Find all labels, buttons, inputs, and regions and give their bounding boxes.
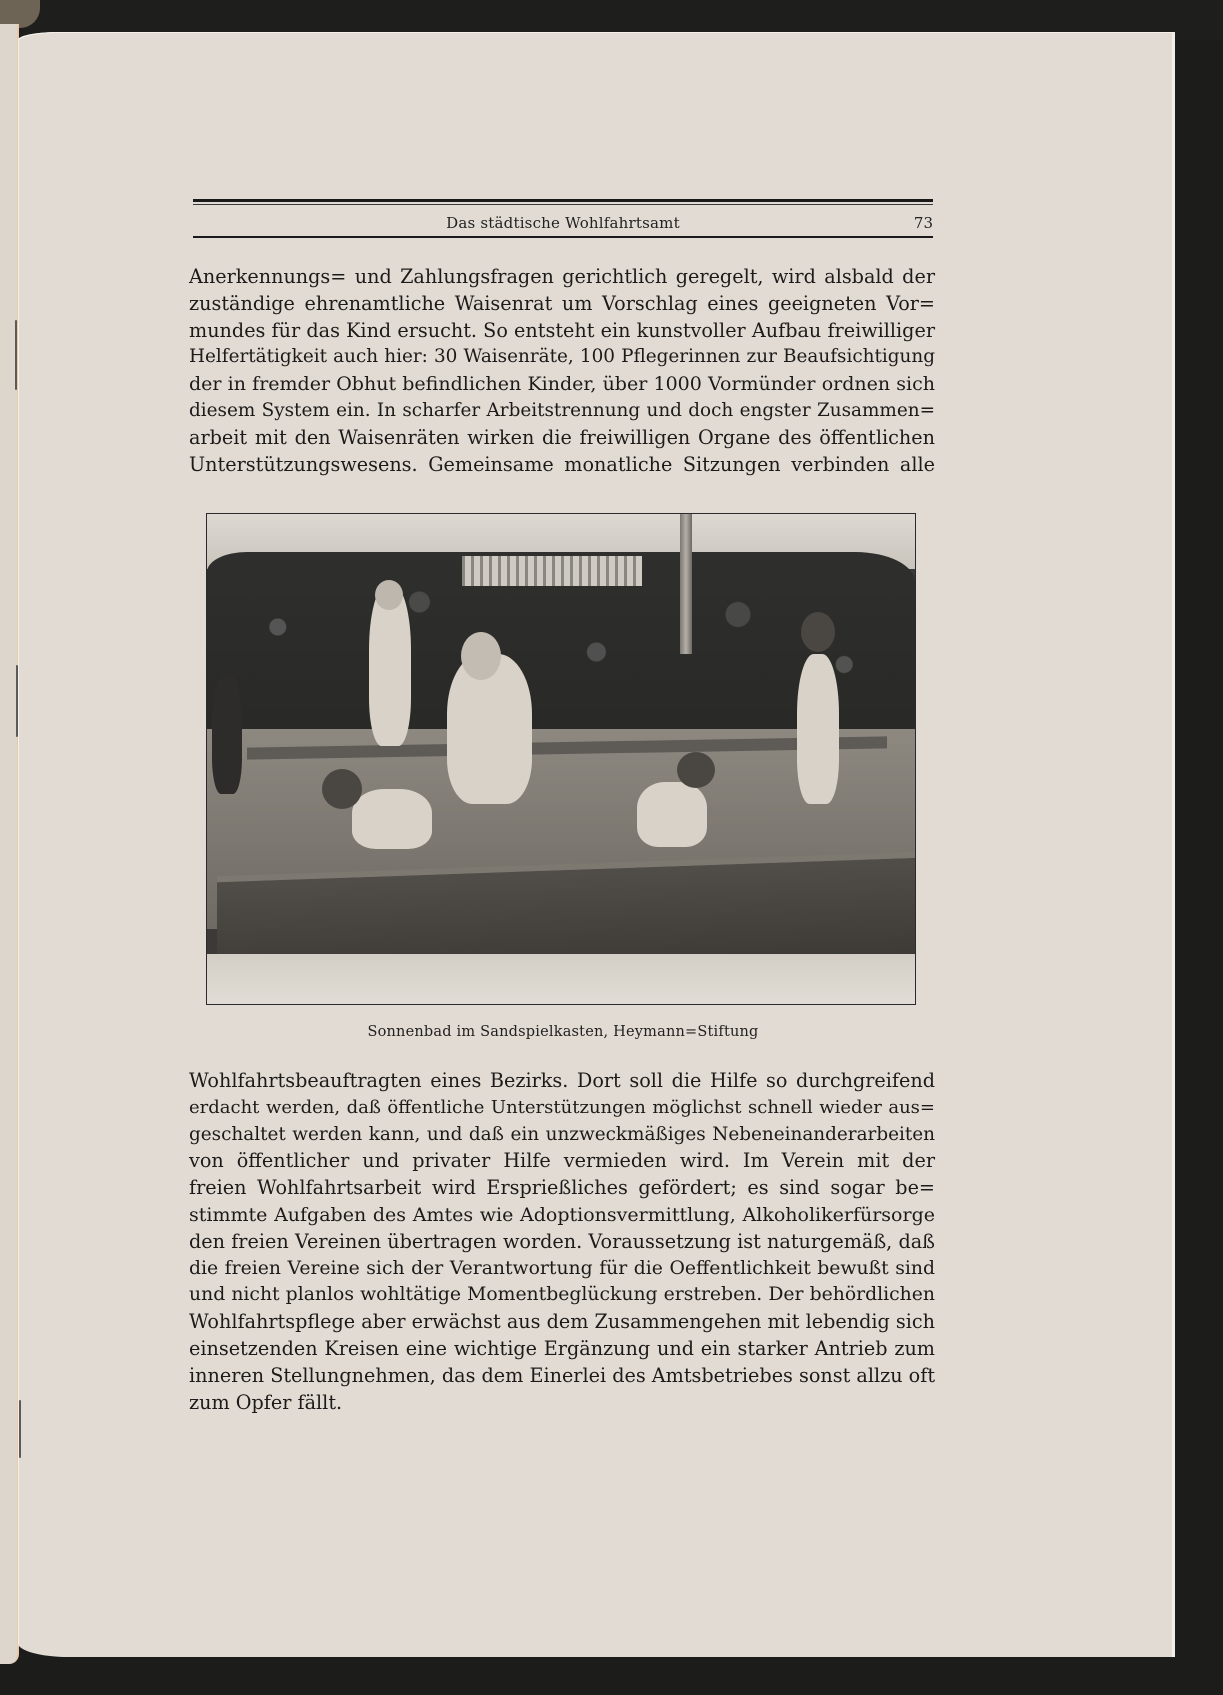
running-head	[193, 212, 933, 234]
text-line: inneren Stellungnehmen, das dem Einerlei des Amtsbetriebes sonst allzu oft	[189, 1363, 936, 1387]
text-line: geschaltet werden kann, und daß ein unzweckmäßiges Nebeneinanderarbeiten	[189, 1123, 935, 1145]
photograph-sandbox-children	[206, 513, 916, 1005]
text-line: den freien Vereinen übertragen worden. Voraussetzung ist naturgemäß, daß	[189, 1229, 935, 1253]
header-underline	[193, 236, 933, 238]
text-line: Helfertätigkeit auch hier: 30 Waisenräte, 100 Pflegerinnen zur Beaufsichtigung	[189, 346, 935, 368]
text-line: mundes für das Kind ersucht. So entsteht ein kunstvoller Aufbau freiwilliger	[189, 318, 935, 342]
text-line: stimmte Aufgaben des Amtes wie Adoptionsvermittlung, Alkoholikerfürsorge	[189, 1203, 935, 1226]
photo-child	[797, 654, 839, 804]
binding-mark	[16, 665, 18, 737]
photo-child	[447, 654, 532, 804]
page-edge	[1172, 32, 1175, 1657]
running-head-title: Das städtische Wohlfahrtsamt	[446, 214, 680, 232]
photo-ground	[207, 954, 915, 1005]
text-line: einsetzenden Kreisen eine wichtige Ergänzung und ein starker Antrieb zum	[189, 1336, 935, 1360]
photo-child-head	[801, 612, 835, 652]
text-line: freien Wohlfahrtsarbeit wird Ersprießliches gefördert; es sind sogar be=	[189, 1176, 935, 1200]
photo-child-head	[677, 752, 715, 788]
text-line: und nicht planlos wohltätige Momentbeglückung erstreben. Der behördlichen	[189, 1284, 935, 1306]
photo-child-head	[322, 769, 362, 809]
photo-child-head	[375, 580, 403, 610]
paragraph-2	[189, 1068, 935, 1416]
photo-fence	[462, 556, 642, 586]
facing-page-edge	[0, 24, 19, 1664]
header-rule	[193, 199, 933, 202]
header-rule	[193, 204, 933, 205]
photo-pole	[680, 514, 692, 654]
text-line: Anerkennungs= und Zahlungsfragen gerichtlich geregelt, wird alsbald der	[189, 265, 935, 288]
text-line: erdacht werden, daß öffentliche Unterstützungen möglichst schnell wieder aus=	[189, 1096, 935, 1118]
text-line: die freien Vereine sich der Verantwortung für die Oeffentlichkeit bewußt sind	[189, 1257, 935, 1279]
text-line: arbeit mit den Waisenräten wirken die freiwilligen Organe des öffentlichen	[189, 425, 935, 449]
text-line: der in fremder Obhut befindlichen Kinder, über 1000 Vormünder ordnen sich	[189, 373, 935, 396]
page-number: 73	[913, 214, 933, 232]
text-line: diesem System ein. In scharfer Arbeitstrennung und doch engster Zusammen=	[189, 399, 935, 421]
paragraph-1	[189, 264, 935, 478]
text-line: zum Opfer fällt.	[189, 1390, 343, 1414]
photo-child	[637, 782, 707, 847]
text-line: Unterstützungswesens. Gemeinsame monatliche Sitzungen verbinden alle	[189, 452, 935, 476]
photo-child	[212, 674, 242, 794]
text-line: Wohlfahrtspflege aber erwächst aus dem Zusammengehen mit lebendig sich	[189, 1310, 935, 1334]
photo-child	[352, 789, 432, 849]
text-line: von öffentlicher und privater Hilfe vermieden wird. Im Verein mit der	[189, 1149, 935, 1173]
text-line: Wohlfahrtsbeauftragten eines Bezirks. Dort soll die Hilfe so durchgreifend	[189, 1069, 935, 1092]
figure-caption: Sonnenbad im Sandspielkasten, Heymann=Stiftung	[367, 1024, 759, 1040]
text-line: zuständige ehrenamtliche Waisenrat um Vorschlag eines geeigneten Vor=	[189, 291, 935, 315]
binding-mark	[19, 1400, 21, 1458]
photo-child	[369, 586, 411, 746]
binding-mark	[15, 320, 17, 390]
photo-child-head	[461, 632, 501, 680]
